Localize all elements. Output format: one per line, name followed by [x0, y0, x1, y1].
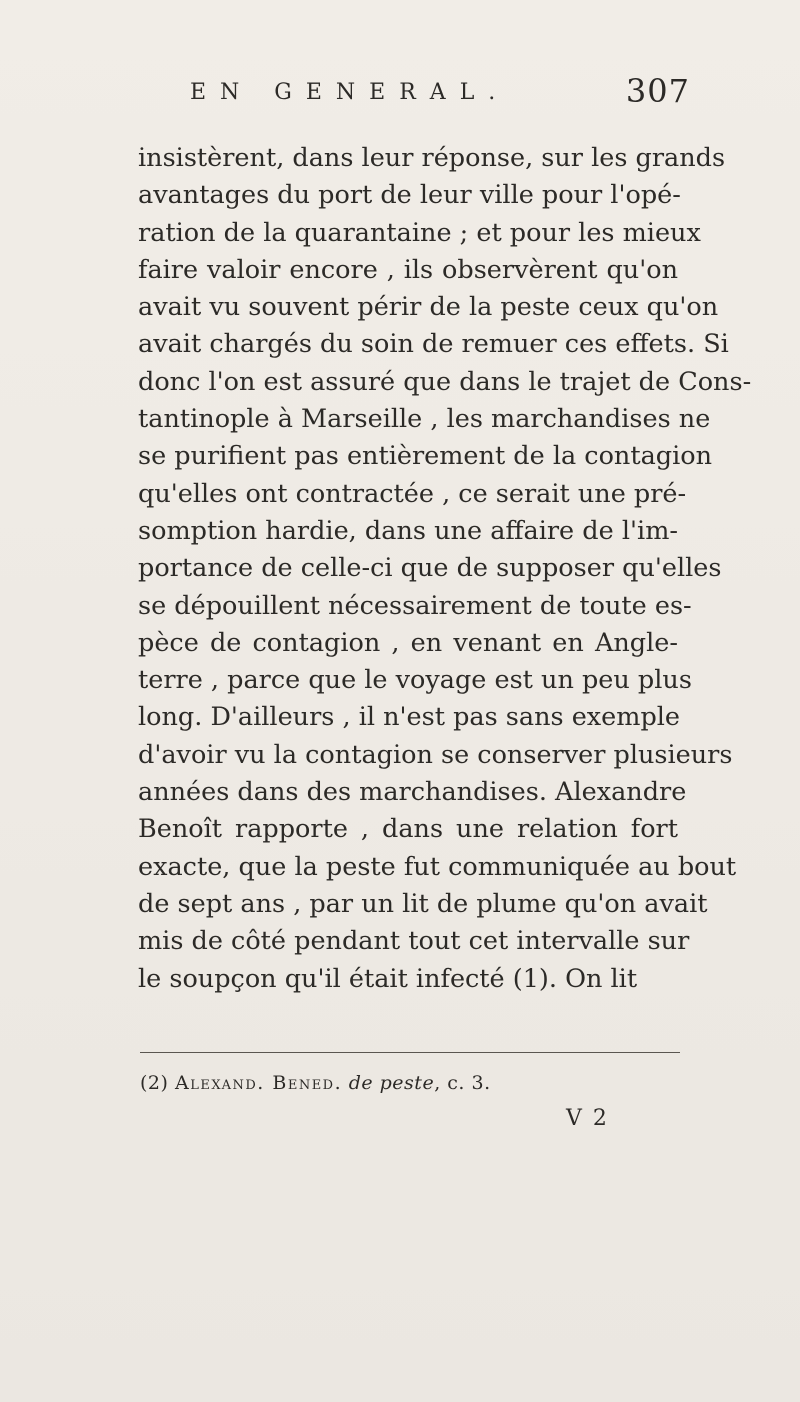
text-line: avantages du port de leur ville pour l'opé- — [138, 180, 681, 211]
text-line: de sept ans , par un lit de plume qu'on avait — [138, 888, 708, 919]
text-line: mis de côté pendant tout cet intervalle sur — [138, 926, 690, 957]
text-line: Benoît rapporte , dans une relation fort — [138, 814, 678, 845]
text-line: pèce de contagion , en venant en Angle- — [138, 627, 678, 658]
page-header — [190, 72, 690, 122]
footnote-work: de peste — [348, 1072, 435, 1094]
footnote-ref: , c. 3. — [434, 1072, 491, 1094]
text-line: long. D'ailleurs , il n'est pas sans exemple — [138, 702, 681, 733]
body-text — [138, 140, 752, 998]
text-line: avait chargés du soin de remuer ces effets. Si — [138, 329, 729, 360]
footnote-marker: (2) — [140, 1072, 169, 1094]
text-line: se dépouillent nécessairement de toute es- — [138, 590, 692, 621]
text-line: portance de celle-ci que de supposer qu'elles — [138, 553, 722, 584]
page-number: 307 — [625, 72, 690, 110]
text-line: d'avoir vu la contagion se conserver plusieurs — [138, 739, 733, 770]
text-line: insistèrent, dans leur réponse, sur les grands — [138, 143, 726, 173]
footnote-divider — [140, 1052, 680, 1053]
footnote-author: Alexand. Bened. — [174, 1072, 343, 1094]
text-line: exacte, que la peste fut communiquée au bout — [138, 851, 737, 882]
text-line: se purifient pas entièrement de la contagion — [138, 441, 713, 472]
running-title: EN GENERAL. — [190, 80, 510, 105]
text-line: ration de la quarantaine ; et pour les mieux — [138, 217, 701, 248]
text-line: qu'elles ont contractée , ce serait une pré- — [138, 478, 687, 509]
text-line: somption hardie, dans une affaire de l'im- — [138, 515, 678, 546]
footnote — [140, 1072, 491, 1094]
text-line: faire valoir encore , ils observèrent qu'on — [138, 254, 678, 285]
text-line: donc l'on est assuré que dans le trajet de Cons- — [138, 366, 752, 397]
text-line: avait vu souvent périr de la peste ceux qu'on — [138, 292, 719, 323]
text-line: le soupçon qu'il était infecté (1). On lit — [138, 963, 638, 994]
text-line: années dans des marchandises. Alexandre — [138, 777, 687, 808]
signature-mark: V 2 — [566, 1106, 609, 1131]
text-line: tantinople à Marseille , les marchandises ne — [138, 404, 711, 435]
text-line: terre , parce que le voyage est un peu plus — [138, 665, 692, 696]
